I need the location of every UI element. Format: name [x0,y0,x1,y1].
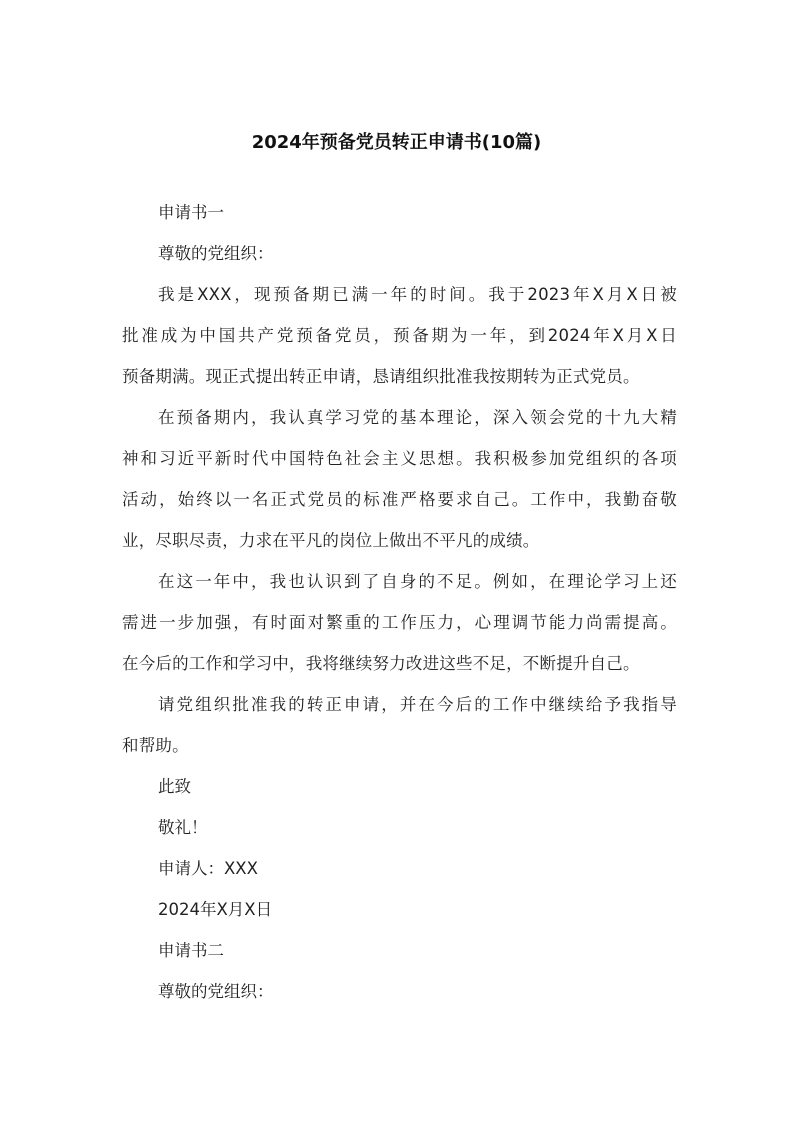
paragraph-line: 请党组织批准我的转正申请，并在今后的工作中继续给予我指导 [158,695,677,714]
paragraph-line: 我是XXX，现预备期已满一年的时间。我于2023年X月X日被 [158,285,677,304]
closing-line: 此致 [158,777,191,796]
paragraph-line: 活动，始终以一名正式党员的标准严格要求自己。工作中，我勤奋敬 [122,490,677,509]
salutation: 尊敬的党组织： [158,244,274,263]
paragraph-1 [122,274,677,397]
paragraph-line: 需进一步加强，有时面对繁重的工作压力，心理调节能力尚需提高。 [122,613,677,632]
paragraph-line: 神和习近平新时代中国特色社会主义思想。我积极参加党组织的各项 [122,449,677,468]
paragraph-line: 业，尽职尽责，力求在平凡的岗位上做出不平凡的成绩。 [122,531,540,550]
paragraph-line: 在这一年中，我也认识到了自身的不足。例如，在理论学习上还 [158,572,677,591]
applicant-signature: 申请人：XXX [158,859,258,878]
paragraph-2 [122,397,677,561]
paragraph-line: 在今后的工作和学习中，我将继续努力改进这些不足，不断提升自己。 [122,654,640,673]
closing-salute: 敬礼！ [158,818,208,837]
application-date: 2024年X月X日 [158,900,273,919]
salutation: 尊敬的党组织： [158,982,274,1001]
paragraph-line: 批准成为中国共产党预备党员，预备期为一年，到2024年X月X日 [122,326,677,345]
document-title: 2024年预备党员转正申请书(10篇) [251,132,542,153]
paragraph-line: 在预备期内，我认真学习党的基本理论，深入领会党的十九大精 [158,408,677,427]
paragraph-3 [122,561,677,684]
paragraph-line: 预备期满。现正式提出转正申请，恳请组织批准我按期转为正式党员。 [122,367,640,386]
paragraph-4 [122,684,677,766]
document-body [122,192,677,1012]
section-heading: 申请书一 [158,203,224,222]
section-heading: 申请书二 [158,941,224,960]
paragraph-line: 和帮助。 [122,736,189,755]
